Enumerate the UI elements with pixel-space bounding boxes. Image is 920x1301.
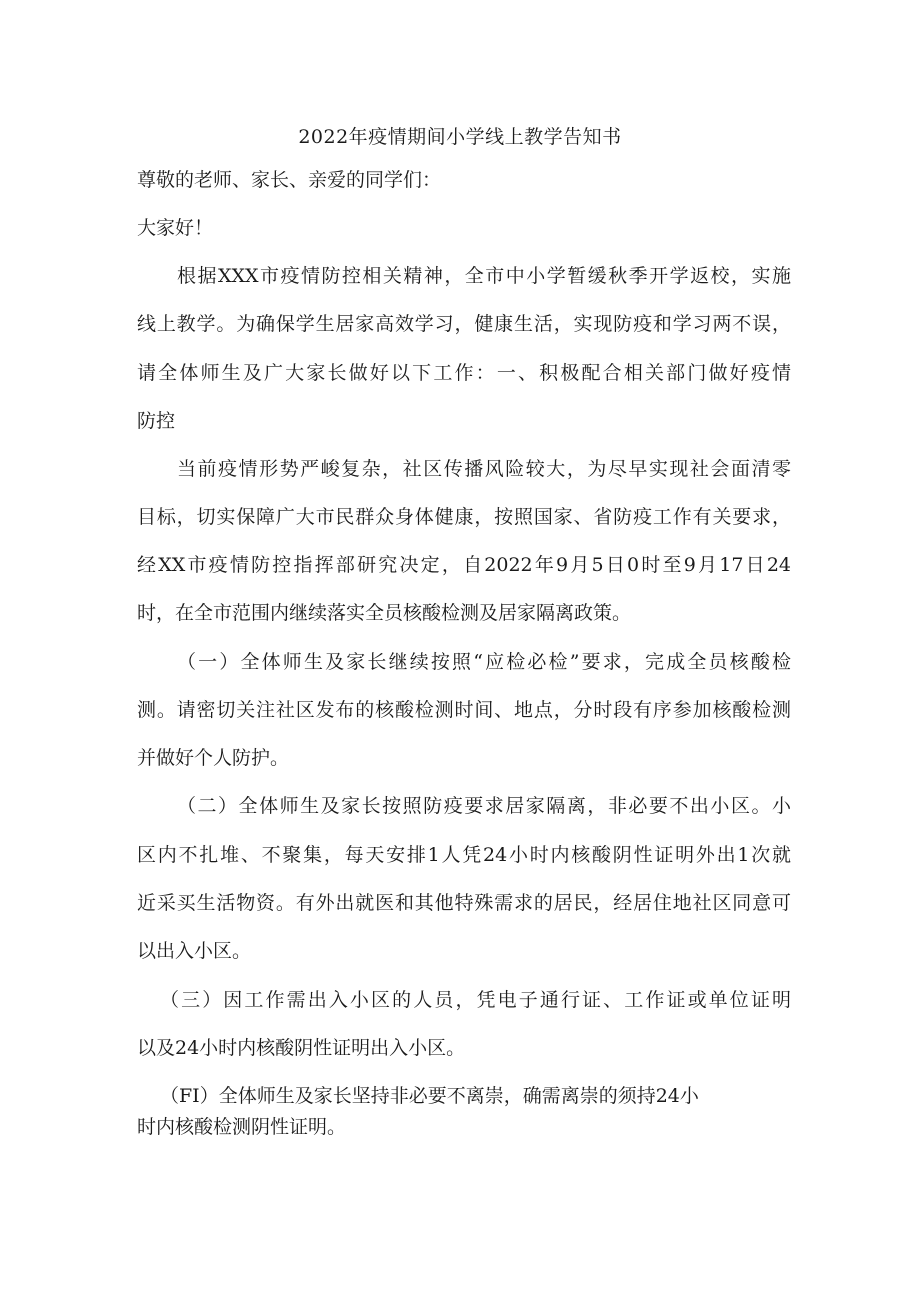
- paragraph-3-line-1: （一）全体师生及家长继续按照“应检必检”要求，完成全员核酸检: [177, 651, 791, 673]
- paragraph-4-line-1: （二）全体师生及家长按照防疫要求居家隔离，非必要不出小区。小: [177, 795, 791, 817]
- paragraph-2-line-1: 当前疫情形势严峻复杂，社区传播风险较大，为尽早实现社会面清零: [177, 458, 791, 480]
- paragraph-1-line-3: 请全体师生及广大家长做好以下工作：一、积极配合相关部门做好疫情: [137, 362, 791, 384]
- paragraph-2-line-4: 时，在全市范围内继续落实全员核酸检测及居家隔离政策。: [137, 602, 632, 624]
- greeting: 大家好！: [137, 217, 214, 239]
- paragraph-2-line-3: 经XX市疫情防控指挥部研究决定，自2022年9月5日0时至9月17日24: [137, 554, 791, 576]
- paragraph-3-line-2: 测。请密切关注社区发布的核酸检测时间、地点，分时段有序参加核酸检测: [137, 699, 791, 721]
- paragraph-4-line-4: 以出入小区。: [137, 940, 252, 962]
- paragraph-1-line-4: 防控: [137, 410, 176, 432]
- paragraph-5-line-1: （三）因工作需出入小区的人员，凭电子通行证、工作证或单位证明: [160, 989, 791, 1011]
- document-title: 2022年疫情期间小学线上教学告知书: [298, 126, 622, 148]
- paragraph-4-line-3: 近采买生活物资。有外出就医和其他特殊需求的居民，经居住地社区同意可: [137, 892, 791, 914]
- paragraph-1-line-2: 线上教学。为确保学生居家高效学习，健康生活，实现防疫和学习两不误，: [137, 313, 791, 335]
- paragraph-1-line-1: 根据XXX市疫情防控相关精神，全市中小学暂缓秋季开学返校，实施: [177, 265, 791, 287]
- paragraph-4-line-2: 区内不扎堆、不聚集，每天安排1人凭24小时内核酸阴性证明外出1次就: [137, 844, 791, 866]
- salutation: 尊敬的老师、家长、亲爱的同学们：: [137, 169, 442, 191]
- paragraph-5-line-2: 以及24小时内核酸阴性证明出入小区。: [137, 1037, 466, 1059]
- paragraph-2-line-2: 目标，切实保障广大市民群众身体健康，按照国家、省防疫工作有关要求，: [137, 506, 791, 528]
- paragraph-6-line-2: 时内核酸检测阴性证明。: [137, 1116, 347, 1138]
- paragraph-3-line-3: 并做好个人防护。: [137, 747, 290, 769]
- paragraph-6-line-1: （FI）全体师生及家长坚持非必要不离崇，确需离崇的须持24小: [160, 1085, 699, 1107]
